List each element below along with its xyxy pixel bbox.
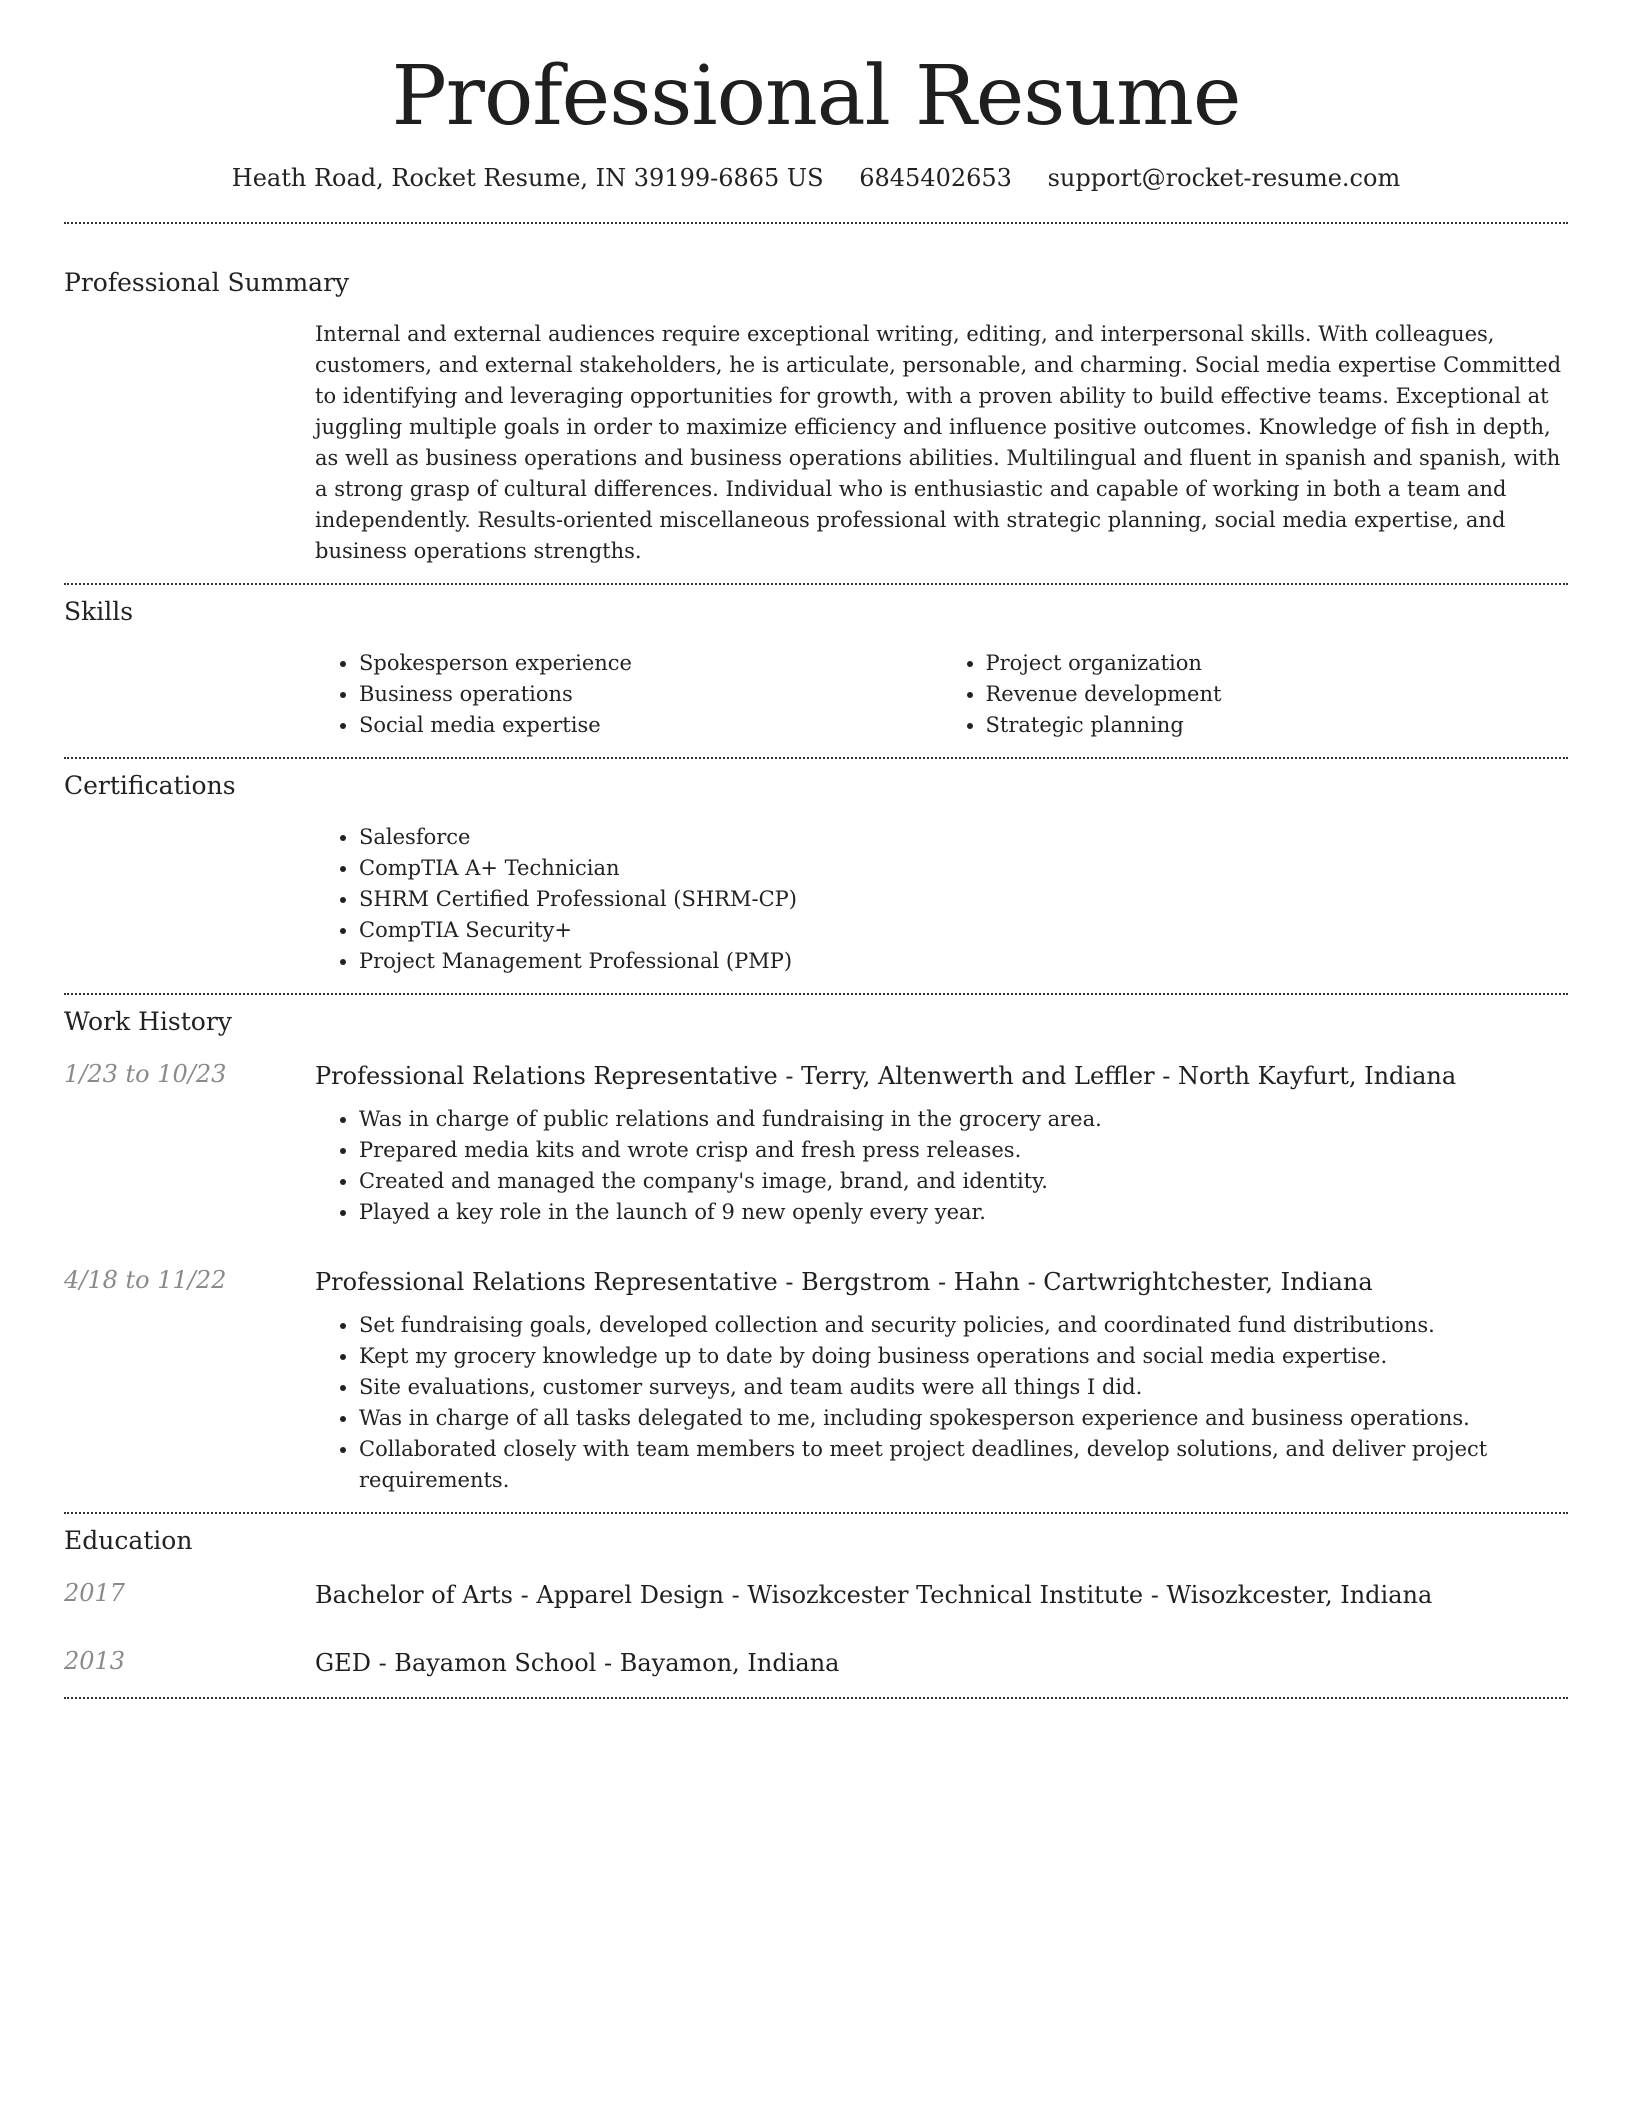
education-year: 2013 (64, 1647, 126, 1676)
skill-item: • Social media expertise (359, 710, 942, 741)
education-title: GED - Bayamon School - Bayamon, Indiana (315, 1649, 840, 1678)
skill-item: • Revenue development (986, 679, 1569, 710)
job-entry (64, 1060, 1568, 1228)
job-dates: 1/23 to 10/23 (64, 1060, 227, 1089)
job-bullet: • Set fundraising goals, developed collection and security policies, and coordinated fund distributions. (359, 1310, 1568, 1341)
job-bullet: • Was in charge of public relations and fundraising in the grocery area. (359, 1104, 1568, 1135)
job-bullets (315, 1310, 1568, 1496)
job-title: Professional Relations Representative - Terry, Altenwerth and Leffler - North Kayfurt, Indiana (315, 1062, 1457, 1091)
certification-item: • Salesforce (359, 822, 1568, 853)
contact-address: Heath Road, Rocket Resume, IN 39199-6865 US (231, 164, 824, 193)
education-title: Bachelor of Arts - Apparel Design - Wisozkcester Technical Institute - Wisozkcester, Indiana (315, 1581, 1433, 1610)
skills-list-left (315, 648, 942, 741)
page-title: Professional Resume (391, 49, 1241, 144)
contact-phone: 6845402653 (859, 164, 1012, 193)
section-title-certifications: Certifications (64, 771, 236, 801)
job-dates: 4/18 to 11/22 (64, 1266, 227, 1295)
certifications-section (64, 759, 1568, 993)
contact-line (64, 164, 1568, 192)
section-title-education: Education (64, 1526, 193, 1556)
education-section (64, 1514, 1568, 1697)
job-bullet: • Created and managed the company's image, brand, and identity. (359, 1166, 1568, 1197)
education-year: 2017 (64, 1579, 126, 1608)
certifications-list (315, 822, 1568, 977)
skill-item: • Spokesperson experience (359, 648, 942, 679)
skills-section (64, 585, 1568, 757)
job-bullet: • Was in charge of all tasks delegated to me, including spokesperson experience and business operations. (359, 1403, 1568, 1434)
education-entry (64, 1647, 1568, 1679)
job-bullets (315, 1104, 1568, 1228)
job-bullet: • Prepared media kits and wrote crisp and fresh press releases. (359, 1135, 1568, 1166)
summary-section (64, 224, 1568, 583)
resume-header (64, 0, 1568, 192)
skill-item: • Strategic planning (986, 710, 1569, 741)
certification-item: • CompTIA Security+ (359, 915, 1568, 946)
certification-item: • CompTIA A+ Technician (359, 853, 1568, 884)
summary-text: Internal and external audiences require exceptional writing, editing, and interpersonal skills. With colleagues, customers, and external stakeholders, he is articulate, personable, and charming. Social media expertise Committed to identifying and leveraging opportunities for growth, with a proven ability to build effective teams. Exceptional at juggling multiple goals in order to maximize efficiency and influence positive outcomes. Knowledge of fish in depth, as well as business operations and business operations abilities. Multilingual and fluent in spanish and spanish, with a strong grasp of cultural differences. Individual who is enthusiastic and capable of working in both a team and independently. Results-oriented miscellaneous professional with strategic planning, social media expertise, and business operations strengths. (315, 322, 1562, 564)
skill-item: • Project organization (986, 648, 1569, 679)
section-title-work: Work History (64, 1007, 232, 1037)
work-history-section (64, 995, 1568, 1512)
job-bullet: • Kept my grocery knowledge up to date by doing business operations and social media expertise. (359, 1341, 1568, 1372)
job-title: Professional Relations Representative - Bergstrom - Hahn - Cartwrightchester, Indiana (315, 1268, 1373, 1297)
divider (64, 1697, 1568, 1699)
education-entry (64, 1579, 1568, 1611)
skills-list-right (942, 648, 1569, 741)
section-title-summary: Professional Summary (64, 268, 350, 298)
section-title-skills: Skills (64, 597, 134, 627)
job-bullet: • Site evaluations, customer surveys, and team audits were all things I did. (359, 1372, 1568, 1403)
job-bullet: • Collaborated closely with team members to meet project deadlines, develop solutions, and deliver project requirements. (359, 1434, 1568, 1496)
certification-item: • SHRM Certified Professional (SHRM-CP) (359, 884, 1568, 915)
contact-email: support@rocket-resume.com (1047, 164, 1401, 193)
job-bullet: • Played a key role in the launch of 9 new openly every year. (359, 1197, 1568, 1228)
job-entry (64, 1266, 1568, 1512)
skill-item: • Business operations (359, 679, 942, 710)
certification-item: • Project Management Professional (PMP) (359, 946, 1568, 977)
